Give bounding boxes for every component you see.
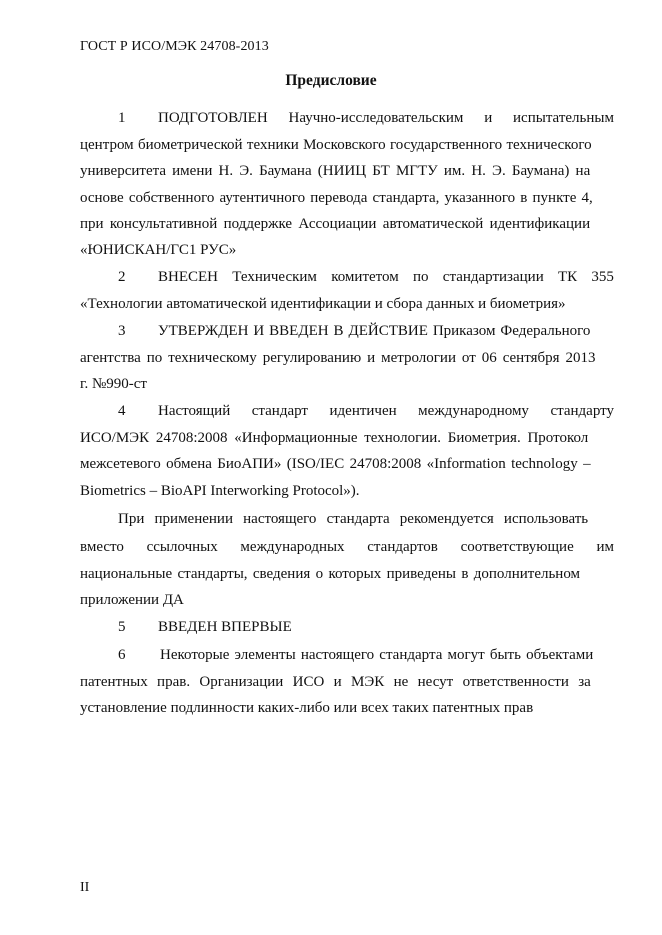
paragraph-5-line-1: ВВЕДЕН ВПЕРВЫЕ: [158, 619, 292, 635]
word: им: [596, 539, 614, 555]
item-number-2: 2: [118, 269, 126, 285]
word: стандарт: [251, 403, 308, 419]
word: ТК: [557, 269, 578, 285]
item-number-3: 3: [118, 323, 126, 339]
word: ПОДГОТОВЛЕН: [158, 110, 268, 126]
paragraph-1-line-2: центром биометрической техники Московского государственного технического: [80, 137, 592, 153]
item-number-6: 6: [118, 647, 126, 663]
word: стандарту: [550, 403, 614, 419]
word: комитетом: [331, 269, 399, 285]
paragraph-4-line-3: межсетевого обмена БиоАПИ» (ISO/IEC 24708:2008 «Information technology –: [80, 456, 591, 472]
note-paragraph-line-2: [80, 537, 614, 563]
word: ВНЕСЕН: [158, 269, 218, 285]
document-header: ГОСТ Р ИСО/МЭК 24708-2013: [80, 39, 269, 54]
note-paragraph-line-4: приложении ДА: [80, 592, 184, 608]
paragraph-6-line-3: установление подлинности каких-либо или всех таких патентных прав: [80, 700, 534, 716]
word: международному: [418, 403, 529, 419]
word: ссылочных: [146, 539, 218, 555]
item-number-1: 1: [118, 110, 126, 126]
paragraph-3-line-1: УТВЕРЖДЕН И ВВЕДЕН В ДЕЙСТВИЕ Приказом Федерального: [158, 323, 591, 339]
word: Научно-исследовательским: [288, 110, 464, 126]
paragraph-6-line-2: патентных прав. Организации ИСО и МЭК не несут ответственности за: [80, 674, 591, 690]
paragraph-1-line-5: при консультативной поддержке Ассоциации автоматической идентификации: [80, 216, 591, 232]
paragraph-3-line-2: агентства по техническому регулированию и метрологии от 06 сентября 2013: [80, 350, 596, 366]
word: стандартизации: [442, 269, 544, 285]
word: и: [484, 110, 493, 126]
paragraph-1-line-6: «ЮНИСКАН/ГС1 РУС»: [80, 242, 237, 258]
word: идентичен: [329, 403, 397, 419]
word: вместо: [80, 539, 124, 555]
item-number-4: 4: [118, 403, 126, 419]
paragraph-1-line-4: основе собственного аутентичного перевода стандарта, указанного в пункте 4,: [80, 190, 593, 206]
word: Техническим: [232, 269, 317, 285]
page-title: Предисловие: [285, 72, 377, 89]
paragraph-3-line-3: г. №990-ст: [80, 376, 147, 392]
word: по: [413, 269, 429, 285]
note-paragraph-line-3: национальные стандарты, сведения о которых приведены в дополнительном: [80, 566, 581, 582]
paragraph-4-line-2: ИСО/МЭК 24708:2008 «Информационные технологии. Биометрия. Протокол: [80, 430, 589, 446]
word: испытательным: [513, 110, 614, 126]
paragraph-2-line-2: «Технологии автоматической идентификации и сбора данных и биометрия»: [80, 296, 566, 312]
paragraph-1-line-1: [158, 108, 614, 134]
word: соответствующие: [460, 539, 574, 555]
paragraph-6-line-1: Некоторые элементы настоящего стандарта могут быть объектами: [160, 647, 594, 663]
word: 355: [591, 269, 614, 285]
paragraph-4-line-1: [158, 401, 614, 427]
word: международных: [240, 539, 345, 555]
word: стандартов: [367, 539, 438, 555]
page-number: II: [80, 880, 90, 895]
paragraph-4-line-4: Biometrics – BioAPI Interworking Protocol»).: [80, 483, 360, 499]
paragraph-1-line-3: университета имени Н. Э. Баумана (НИИЦ БТ МГТУ им. Н. Э. Баумана) на: [80, 163, 591, 179]
word: Настоящий: [158, 403, 231, 419]
item-number-5: 5: [118, 619, 126, 635]
paragraph-2-line-1: [158, 267, 614, 293]
note-paragraph-line-1: При применении настоящего стандарта рекомендуется использовать: [118, 511, 589, 527]
